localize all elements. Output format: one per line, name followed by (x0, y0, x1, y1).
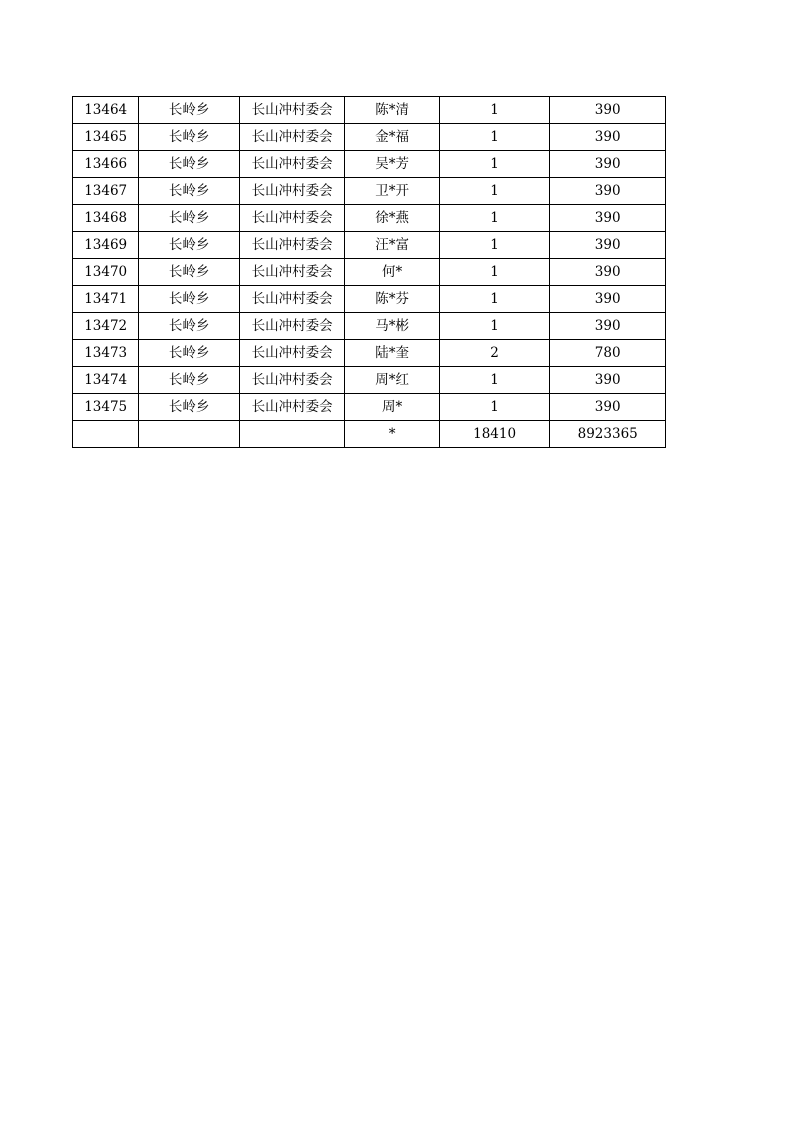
cell-amount: 390 (550, 151, 666, 178)
cell-name: 周* (345, 394, 439, 421)
cell-amount: 390 (550, 178, 666, 205)
table-row (73, 340, 666, 367)
cell-village: 长山冲村委会 (239, 313, 345, 340)
cell-town: 长岭乡 (139, 151, 240, 178)
cell-village: 长山冲村委会 (239, 232, 345, 259)
cell-count: 1 (439, 151, 550, 178)
cell-count: 1 (439, 97, 550, 124)
cell-id: 13464 (73, 97, 139, 124)
cell-name: 汪*富 (345, 232, 439, 259)
total-cell-town (139, 421, 240, 448)
total-row (73, 421, 666, 448)
table-body (73, 97, 666, 448)
cell-id: 13465 (73, 124, 139, 151)
cell-count: 1 (439, 394, 550, 421)
total-cell-count: 18410 (439, 421, 550, 448)
cell-village: 长山冲村委会 (239, 124, 345, 151)
cell-name: 陈*芬 (345, 286, 439, 313)
table-row (73, 286, 666, 313)
cell-village: 长山冲村委会 (239, 394, 345, 421)
table-row (73, 367, 666, 394)
cell-name: 马*彬 (345, 313, 439, 340)
cell-amount: 390 (550, 232, 666, 259)
cell-amount: 390 (550, 97, 666, 124)
cell-count: 1 (439, 232, 550, 259)
cell-count: 1 (439, 367, 550, 394)
total-cell-id (73, 421, 139, 448)
cell-village: 长山冲村委会 (239, 151, 345, 178)
cell-amount: 390 (550, 313, 666, 340)
total-cell-village (239, 421, 345, 448)
cell-town: 长岭乡 (139, 124, 240, 151)
table-row (73, 205, 666, 232)
cell-amount: 390 (550, 286, 666, 313)
cell-town: 长岭乡 (139, 313, 240, 340)
cell-town: 长岭乡 (139, 394, 240, 421)
total-cell-amount: 8923365 (550, 421, 666, 448)
cell-id: 13473 (73, 340, 139, 367)
cell-count: 1 (439, 205, 550, 232)
table-row (73, 394, 666, 421)
cell-town: 长岭乡 (139, 178, 240, 205)
cell-village: 长山冲村委会 (239, 367, 345, 394)
table-row (73, 178, 666, 205)
cell-amount: 390 (550, 124, 666, 151)
cell-count: 1 (439, 313, 550, 340)
cell-town: 长岭乡 (139, 340, 240, 367)
cell-id: 13474 (73, 367, 139, 394)
cell-name: 徐*燕 (345, 205, 439, 232)
table-row (73, 151, 666, 178)
cell-name: 陆*奎 (345, 340, 439, 367)
cell-id: 13475 (73, 394, 139, 421)
table-row (73, 259, 666, 286)
cell-count: 1 (439, 286, 550, 313)
cell-village: 长山冲村委会 (239, 340, 345, 367)
cell-town: 长岭乡 (139, 205, 240, 232)
cell-amount: 390 (550, 205, 666, 232)
cell-count: 2 (439, 340, 550, 367)
cell-id: 13466 (73, 151, 139, 178)
cell-village: 长山冲村委会 (239, 205, 345, 232)
cell-amount: 780 (550, 340, 666, 367)
cell-count: 1 (439, 178, 550, 205)
cell-town: 长岭乡 (139, 259, 240, 286)
cell-town: 长岭乡 (139, 232, 240, 259)
table-row (73, 124, 666, 151)
cell-town: 长岭乡 (139, 286, 240, 313)
cell-amount: 390 (550, 367, 666, 394)
cell-amount: 390 (550, 394, 666, 421)
cell-name: 何* (345, 259, 439, 286)
cell-name: 卫*开 (345, 178, 439, 205)
cell-id: 13472 (73, 313, 139, 340)
cell-id: 13470 (73, 259, 139, 286)
cell-count: 1 (439, 259, 550, 286)
cell-amount: 390 (550, 259, 666, 286)
cell-name: 吴*芳 (345, 151, 439, 178)
table-row (73, 313, 666, 340)
table-row (73, 97, 666, 124)
cell-village: 长山冲村委会 (239, 286, 345, 313)
cell-name: 周*红 (345, 367, 439, 394)
cell-count: 1 (439, 124, 550, 151)
total-cell-name: * (345, 421, 439, 448)
table-row (73, 232, 666, 259)
cell-village: 长山冲村委会 (239, 97, 345, 124)
cell-id: 13469 (73, 232, 139, 259)
cell-id: 13468 (73, 205, 139, 232)
cell-village: 长山冲村委会 (239, 259, 345, 286)
cell-name: 金*福 (345, 124, 439, 151)
cell-id: 13471 (73, 286, 139, 313)
cell-village: 长山冲村委会 (239, 178, 345, 205)
cell-town: 长岭乡 (139, 367, 240, 394)
cell-id: 13467 (73, 178, 139, 205)
cell-town: 长岭乡 (139, 97, 240, 124)
cell-name: 陈*清 (345, 97, 439, 124)
data-table (72, 96, 666, 448)
